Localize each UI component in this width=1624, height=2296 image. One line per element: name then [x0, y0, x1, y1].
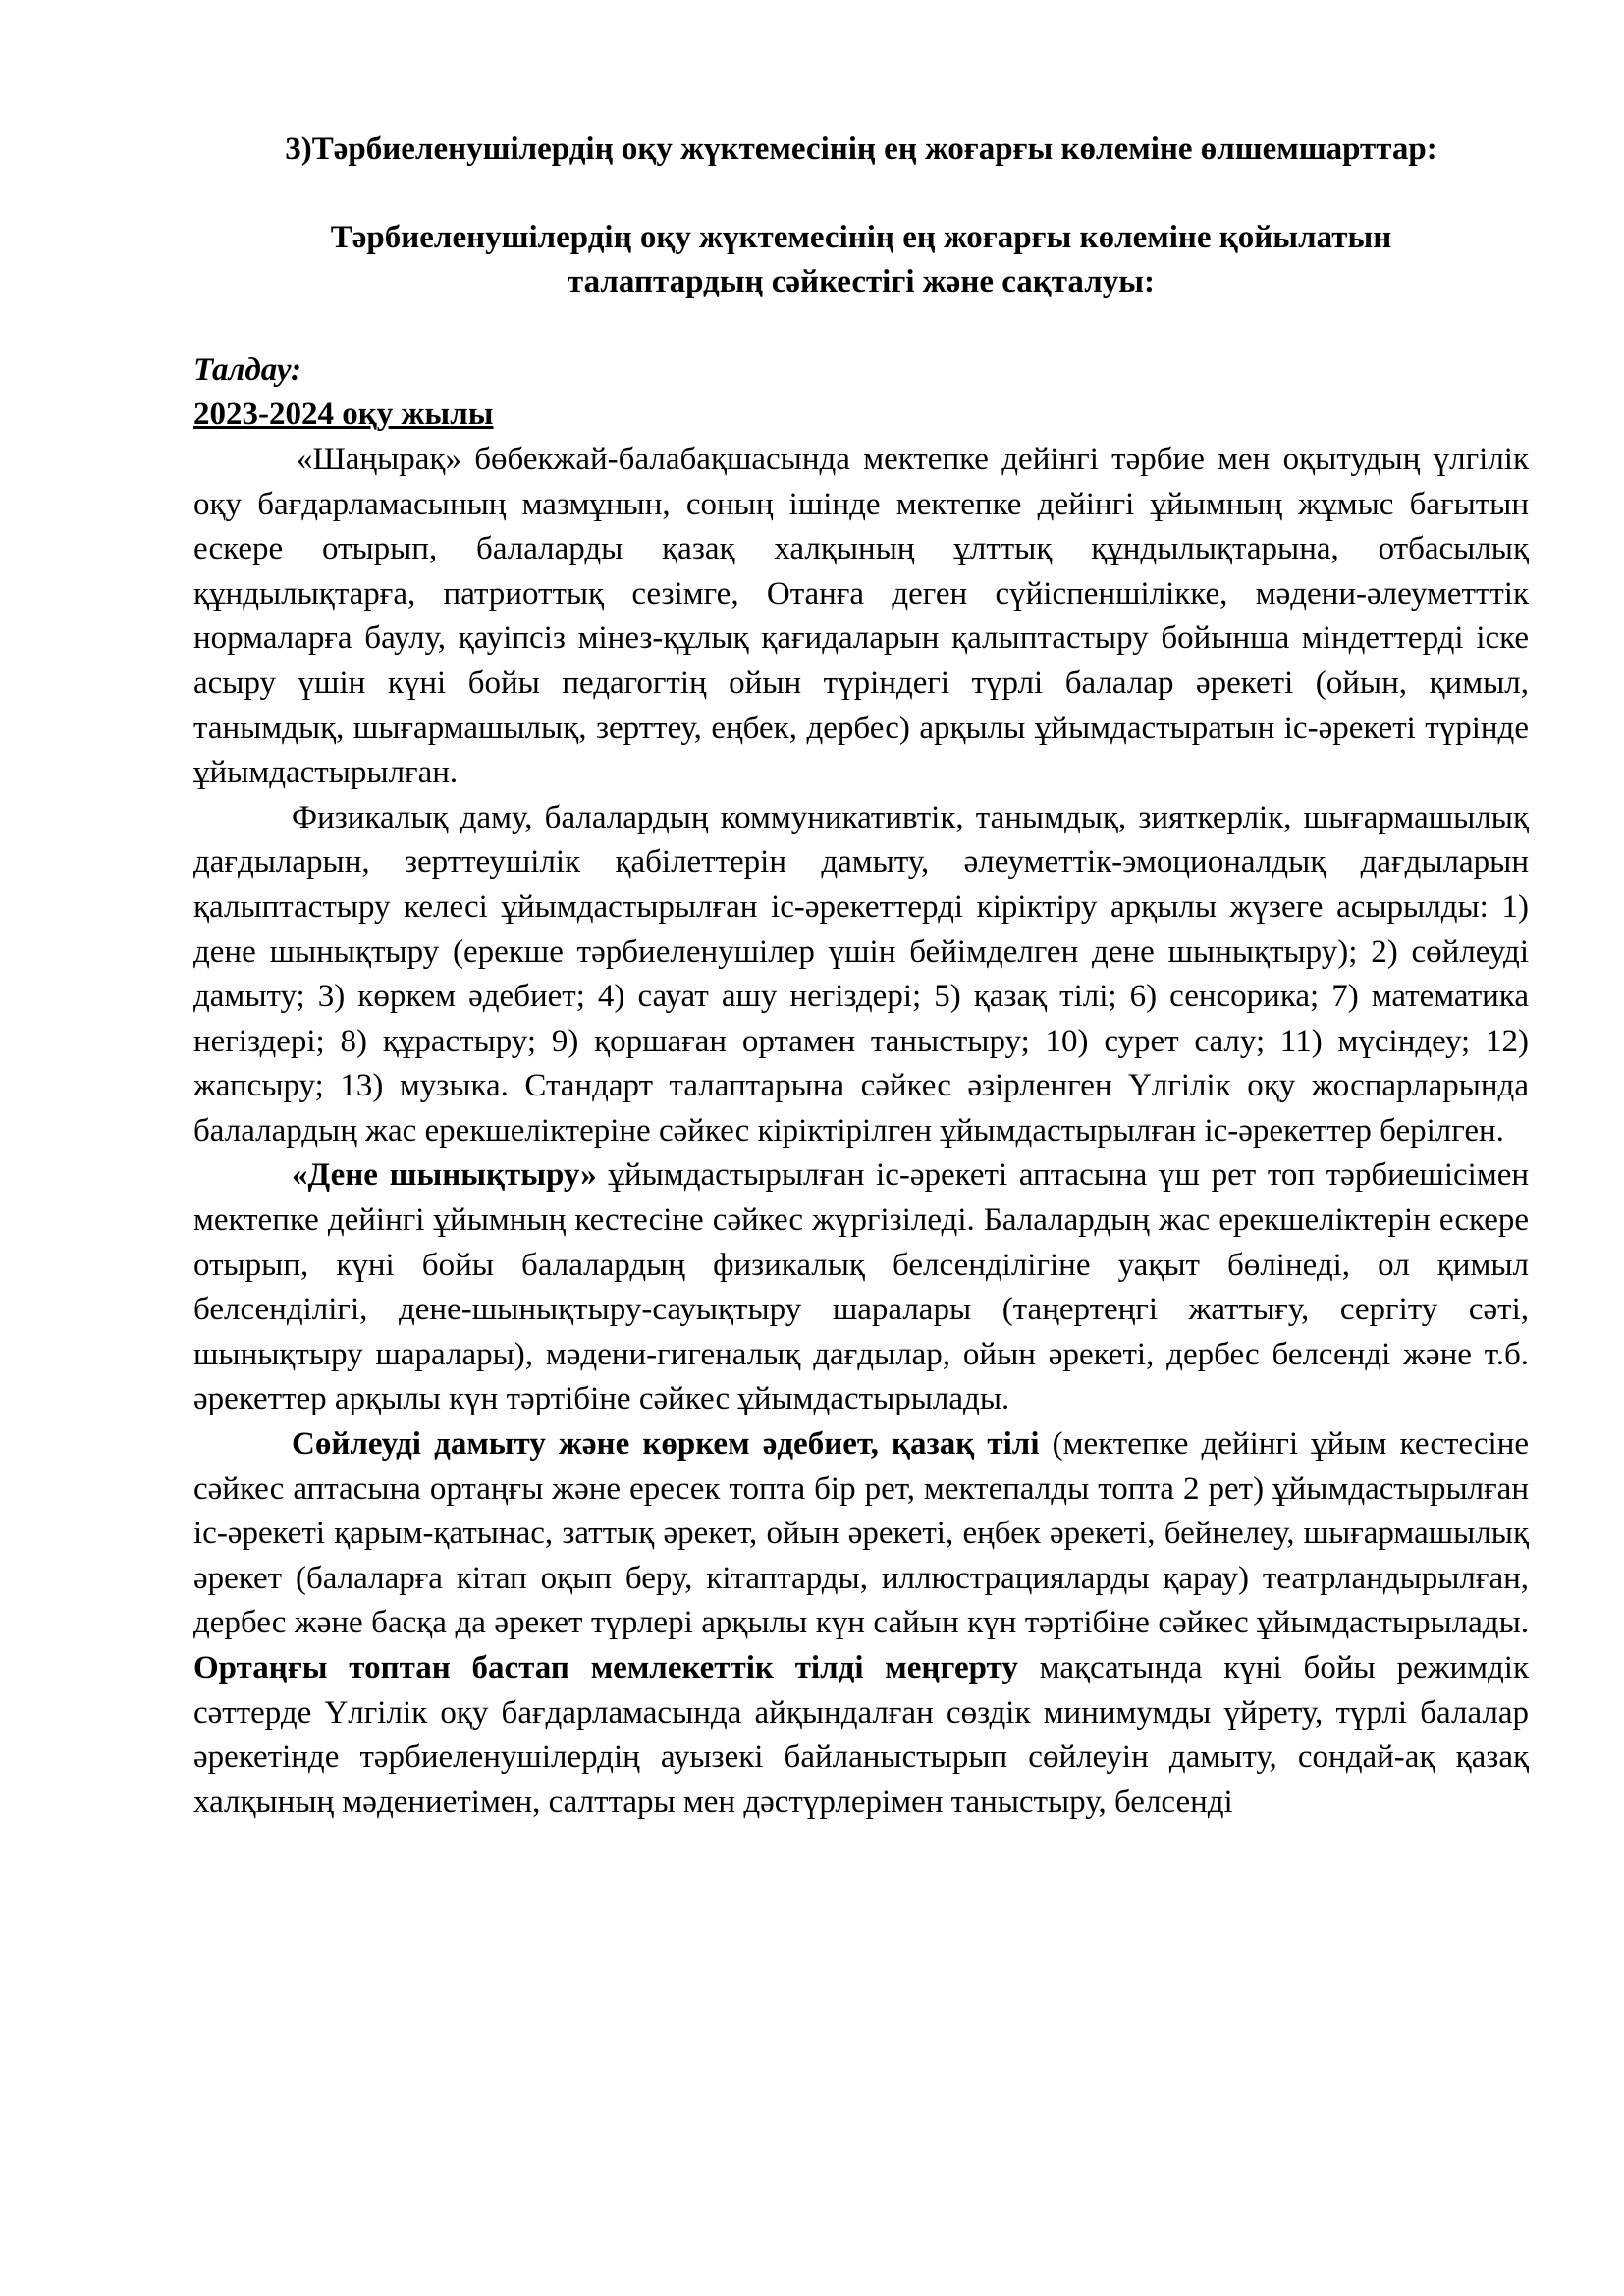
paragraph-4-text: (мектепке дейінгі ұйым кестесіне сәйкес аптасына ортаңғы және ересек топта бір рет, мектепалды топта 2 рет) ұйымдастырылған іс-әрекеті қарым-қатынас, заттық әрекет, ойын әрекеті, еңбек әрекеті, бейнелеу, шығармашылық әрекет (балаларға кітап оқып беру, кітаптарды, иллюстрацияларды қарау) театрландырылған, дербес және басқа да әрекет түрлері арқылы күн сайын күн тәртібіне сәйкес ұйымдастырылады.: [193, 1426, 1529, 1641]
paragraph-4-bold-phrase: Ортаңғы топтан бастап мемлекеттік тілді меңгерту: [193, 1650, 1018, 1685]
analysis-label: Талдау:: [193, 351, 302, 388]
paragraph-3: [193, 1153, 1529, 1422]
year-heading: 2023-2024 оқу жылы: [193, 397, 494, 433]
paragraph-4: [193, 1422, 1529, 1825]
paragraph-1: «Шаңырақ» бөбекжай-балабақшасында мектепке дейінгі тәрбие мен оқытудың үлгілік оқу бағдарламасының мазмұнын, соның ішінде мектепке дейінгі ұйымның жұмыс бағытын ескере отырып, балаларды қазақ халқының ұлттық құндылықтарына, отбасылық құндылықтарға, патриоттық сезімге, Отанға деген сүйіспеншілікке, мәдени-әлеуметттік нормаларға баулу, қауіпсіз мінез-құлық қағидаларын қалыптастыру бойынша міндеттерді іске асыру үшін күні бойы педагогтің ойын түріндегі түрлі балалар әрекеті (ойын, қимыл, танымдық, шығармашылық, зерттеу, еңбек, дербес) арқылы ұйымдастыратын іс-әрекеті түрінде ұйымдастырылған.: [193, 441, 1529, 791]
document-subtitle: Тәрбиеленушілердің оқу жүктемесінің ең жоғарғы көлеміне қойылатын талаптардың сәйкестігі және сақталуы:: [330, 219, 1392, 300]
document-title: 3)Тәрбиеленушілердің оқу жүктемесінің ең жоғарғы көлеміне өлшемшарттар:: [285, 132, 1437, 167]
paragraph-3-text: ұйымдастырылған іс-әрекеті аптасына үш рет топ тәрбиешісімен мектепке дейінгі ұйымның кестесіне сәйкес жүргізіледі. Балалардың жас ерекшеліктерін ескере отырып, күні бойы балалардың физикалық белсенділігіне уақыт бөлінеді, ол қимыл белсенділігі, дене-шынықтыру-сауықтыру шаралары (таңертеңгі жаттығу, сергіту сәті, шынықтыру шаралары), мәдени-гигеналық дағдылар, ойын әрекеті, дербес белсенді және т.б. әрекеттер арқылы күн тәртібіне сәйкес ұйымдастырылады.: [193, 1157, 1530, 1417]
paragraph-2: Физикалық даму, балалардың коммуникативтік, танымдық, зияткерлік, шығармашылық дағдыларын, зерттеушілік қабілеттерін дамыту, әлеуметтік-эмоционалдық дағдыларын қалыптастыру келесі ұйымдастырылған іс-әрекеттерді кіріктіру арқылы жүзеге асырылды: 1) дене шынықтыру (ерекше тәрбиеленушілер үшін бейімделген дене шынықтыру); 2) сөйлеуді дамыту; 3) көркем әдебиет; 4) сауат ашу негіздері; 5) қазақ тілі; 6) сенсорика; 7) математика негіздері; 8) құрастыру; 9) қоршаған ортамен таныстыру; 10) сурет салу; 11) мүсіндеу; 12) жапсыру; 13) музыка. Стандарт талаптарына сәйкес әзірленген Үлгілік оқу жоспарларында балалардың жас ерекшеліктеріне сәйкес кіріктірілген ұйымдастырылған іс-әрекеттер берілген.: [193, 799, 1529, 1148]
document-page: [193, 128, 1529, 1825]
paragraph-4-bold-term: Сөйлеуді дамыту және көркем әдебиет, қазақ тілі: [292, 1426, 1040, 1463]
paragraph-3-bold-term: «Дене шынықтыру»: [292, 1157, 597, 1194]
paragraph-4-text-end: мақсатында күні бойы режимдік сәттерде Үлгілік оқу бағдарламасында айқындалған сөздік минимумды үйрету, түрлі балалар әрекетінде тәрбиеленушілердің ауызекі байланыстырып сөйлеуін дамыту, сондай-ақ қазақ халқының мәдениетімен, салттары мен дәстүрлерімен таныстыру, белсенді: [193, 1650, 1529, 1820]
